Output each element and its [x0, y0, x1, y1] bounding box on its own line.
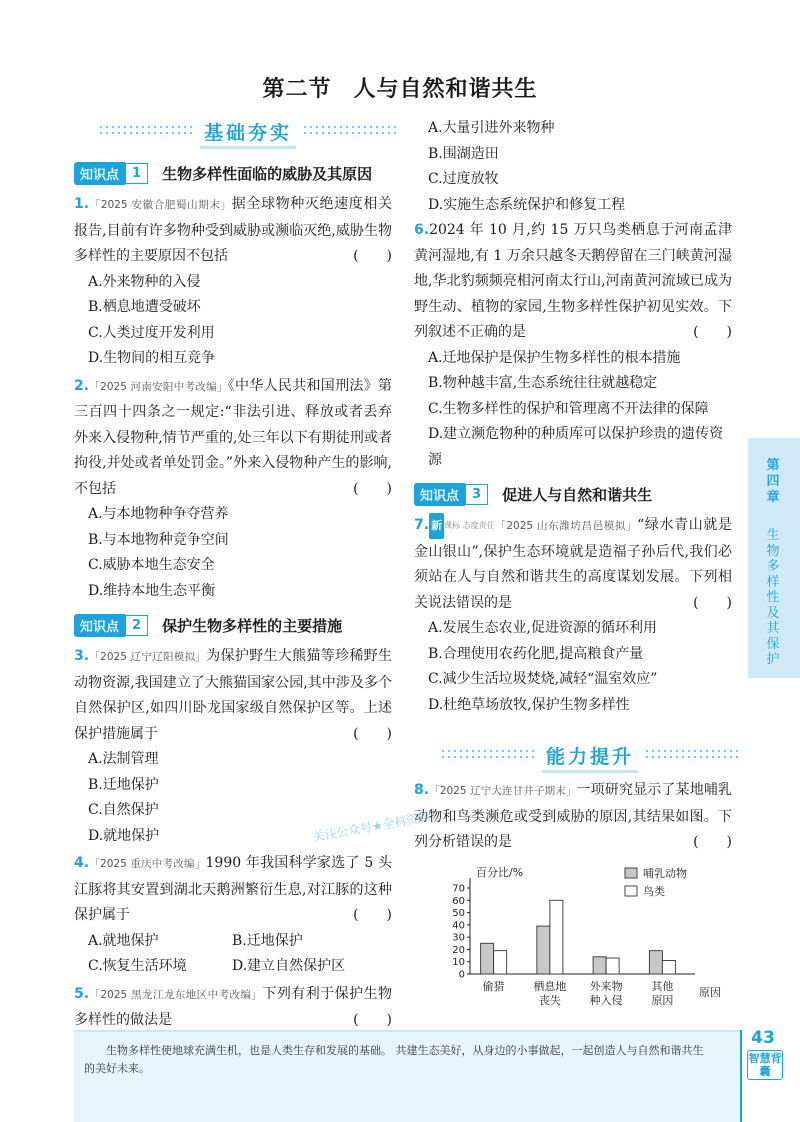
option-row [74, 929, 392, 955]
question-1 [74, 192, 392, 270]
basic-banner-title: 基础夯实 [194, 118, 302, 145]
page-number: 43 [751, 1028, 775, 1048]
question-source: 「2025 河南安阳中考改编」 [89, 380, 228, 393]
side-section-label: 生 物 多 样 性 及 其 保 护 [766, 528, 780, 667]
question-number: 7. [414, 517, 430, 533]
option: D.实施生态系统保护和修复工程 [428, 196, 626, 213]
legend-swatch [625, 868, 637, 878]
legend-label: 哺乳动物 [643, 867, 687, 880]
question-stem: 《中华人民共和国刑法》第三百四十四条之一规定:“非法引进、释放或者丢弃外来入侵物种,情节严重的,处三年以下有期徒刑或者拘役,并处或者单处罚金。”外来入侵物种产生的影响,不包括 [74, 377, 393, 497]
option: C.过度放牧 [428, 171, 499, 187]
option: D.建立自然保护区 [232, 958, 346, 974]
question-stem: 1990 年我国科学家选了 5 头江豚将其安置到湖北天鹅洲繁衍生息,对江豚的这种保护属于 [74, 855, 392, 923]
basic-banner [98, 114, 398, 148]
option: C.自然保护 [88, 802, 159, 818]
new-tip: 课标 态度责任 [444, 520, 495, 530]
page-title [0, 72, 800, 103]
answer-paren: ( ) [353, 248, 392, 264]
footer-divider [74, 1030, 740, 1032]
question-stem: 为保护野生大熊猫等珍稀野生动物资源,我国建立了大熊猫国家公园,其中涉及多个自然保护区,如四川卧龙国家级自然保护区等。上述保护措施属于 [74, 648, 392, 742]
question-source: 「2025 山东潍坊昌邑模拟」 [494, 520, 638, 532]
option: C.人类过度开发利用 [88, 324, 215, 341]
option: B.与本地物种竞争空间 [88, 531, 229, 548]
option: A.发展生态农业,促进资源的循环利用 [428, 620, 658, 636]
watermark: 关注公众号★全科资料 [311, 809, 432, 845]
bar-mammal [537, 926, 550, 974]
category-label: 外来物 [589, 980, 623, 993]
kp-number: 3 [465, 484, 488, 505]
footer-box [74, 1030, 740, 1122]
answer-paren: ( ) [353, 480, 392, 497]
ability-banner [440, 738, 740, 772]
option: D.生物间的相互竞争 [88, 350, 216, 366]
answer-paren: ( ) [693, 834, 732, 850]
option: B.围湖造田 [428, 145, 499, 162]
banner-dots [302, 124, 398, 138]
question-3 [74, 644, 392, 747]
bar-bird [606, 958, 619, 974]
x-axis-label: 原因 [699, 986, 721, 999]
option: A.就地保护 [88, 932, 159, 949]
question-stem: “绿水青山就是金山银山”,保护生态环境就是造福子孙后代,我们必须站在人与自然和谐共生的高度谋划发展。下列相关说法错误的是 [414, 517, 732, 611]
option: A.法制管理 [88, 751, 159, 767]
question-number: 5. [74, 985, 90, 1002]
kp-tag: 知识点 [74, 614, 125, 637]
chapter-side-tab [748, 438, 800, 678]
y-tick-label: 40 [452, 920, 465, 932]
question-source: 「2025 安徽合肥蜀山期末」 [89, 199, 232, 211]
kp-title: 促进人与自然和谐共生 [502, 485, 653, 504]
option: D.维持本地生态平衡 [88, 582, 216, 599]
option: D.杜绝草场放牧,保护生物多样性 [428, 696, 630, 713]
option: B.迁地保护 [88, 776, 159, 793]
bar-mammal [593, 957, 606, 974]
kp-number: 1 [125, 163, 148, 184]
ability-banner-title: 能力提升 [536, 742, 644, 769]
option: B.迁地保护 [232, 932, 303, 949]
footer-text: 生物多样性使地球充满生机，也是人类生存和发展的基础。 共建生态美好，从身边的小事做起，一起创造人与自然和谐共生的美好未来。 [84, 1044, 704, 1075]
option: C.减少生活垃圾焚烧,减轻“温室效应” [428, 671, 658, 687]
option: C.恢复生活环境 [88, 958, 187, 974]
question-number: 1. [74, 196, 90, 212]
option-row [74, 954, 392, 980]
y-tick-label: 10 [452, 957, 465, 969]
question-5 [74, 982, 392, 1034]
kp-tag: 知识点 [414, 483, 465, 506]
knowledge-point-1 [74, 160, 392, 186]
bar-mammal [481, 943, 494, 974]
right-column [414, 116, 732, 718]
question-source: 「2025 辽宁大连甘井子期末」 [429, 785, 577, 797]
banner-dots [98, 124, 194, 138]
y-tick-label: 30 [452, 932, 465, 944]
y-tick-label: 0 [458, 969, 465, 981]
y-tick-label: 70 [452, 883, 465, 895]
question-number: 3. [74, 648, 90, 664]
bar-bird [662, 960, 675, 974]
section-title: 人与自然和谐共生 [353, 77, 538, 102]
new-badge: 新 [429, 513, 444, 539]
side-chapter-label: 第 四 章 [766, 458, 780, 505]
question-number: 8. [414, 782, 430, 798]
option: C.生物多样性的保护和管理离不开法律的保障 [428, 400, 709, 417]
question-stem: 据全球物种灭绝速度相关报告,目前有许多物种受到威胁或濒临灭绝,威胁生物多样性的主要原因不包括 [74, 196, 393, 264]
option: D.就地保护 [88, 827, 160, 844]
category-label: 原因 [651, 994, 674, 1007]
y-tick-label: 50 [452, 908, 465, 920]
question-stem: 下列有利于保护生物多样性的做法是 [74, 985, 392, 1028]
y-axis-label: 百分比/% [476, 866, 524, 879]
bar-chart [440, 858, 740, 1018]
y-tick-label: 60 [452, 895, 465, 907]
option: B.栖息地遭受破坏 [88, 299, 201, 315]
question-number: 2. [74, 377, 90, 394]
category-label: 种入侵 [589, 994, 623, 1007]
option: B.物种越丰富,生态系统往往就越稳定 [428, 375, 658, 391]
question-number: 6. [414, 222, 430, 238]
answer-paren: ( ) [693, 594, 732, 611]
legend-label: 鸟类 [643, 885, 665, 898]
banner-dots [440, 748, 536, 762]
banner-dots [644, 748, 740, 762]
option: A.大量引进外来物种 [428, 120, 555, 136]
category-label: 其他 [651, 980, 674, 993]
question-source: 「2025 辽宁辽阳模拟」 [89, 651, 207, 663]
kp-title: 保护生物多样性的主要措施 [162, 616, 343, 635]
question-7 [414, 513, 732, 616]
option: A.与本地物种争夺营养 [88, 506, 229, 522]
option: B.合理使用农药化肥,提高粮食产量 [428, 645, 644, 662]
option: A.外来物种的入侵 [88, 273, 201, 290]
category-label: 栖息地 [533, 980, 567, 993]
bar-bird [550, 900, 563, 974]
question-source: 「2025 重庆中考改编」 [89, 858, 206, 870]
wisdom-label: 智慧背囊 [748, 1052, 782, 1078]
category-label: 偷猎 [482, 980, 505, 993]
answer-paren: ( ) [353, 1012, 392, 1028]
question-stem: 一项研究显示了某地哺乳动物和鸟类濒危或受到威胁的原因,其结果如图。下列分析错误的是 [414, 782, 732, 850]
kp-title: 生物多样性面临的威胁及其原因 [162, 164, 373, 183]
kp-number: 2 [125, 615, 148, 636]
knowledge-point-2 [74, 612, 392, 638]
option: A.迁地保护是保护生物多样性的根本措施 [428, 349, 681, 366]
answer-paren: ( ) [353, 907, 392, 923]
kp-tag: 知识点 [74, 162, 125, 185]
y-tick-label: 20 [452, 944, 465, 956]
question-8 [414, 778, 732, 856]
question-2 [74, 374, 392, 503]
bar-bird [494, 951, 507, 974]
legend-swatch [625, 886, 637, 896]
left-column [74, 156, 392, 1034]
question-8-block [414, 778, 732, 856]
option: C.威胁本地生态安全 [88, 557, 215, 573]
answer-paren: ( ) [353, 725, 392, 742]
category-label: 丧失 [538, 994, 561, 1007]
option: D.建立濒危物种的种质库可以保护珍贵的遗传资源 [428, 426, 724, 468]
knowledge-point-3 [414, 481, 732, 507]
question-source: 「2025 黑龙江龙东地区中考改编」 [89, 988, 263, 1001]
page-divider [740, 1030, 742, 1122]
question-stem: 2024 年 10 月,约 15 万只鸟类栖息于河南孟津黄河湿地,有 1 万余只越冬天鹅停留在三门峡黄河湿地,华北豹频频亮相河南太行山,河南黄河流域已成为野生动、植物的家园,生物多样性保护初见实效。下列叙述不正确的是 [414, 222, 732, 340]
answer-paren: ( ) [693, 324, 732, 340]
question-6 [414, 218, 732, 346]
question-4 [74, 851, 392, 929]
bar-mammal [649, 951, 662, 974]
question-number: 4. [74, 855, 90, 871]
section-number: 第二节 [262, 77, 332, 102]
